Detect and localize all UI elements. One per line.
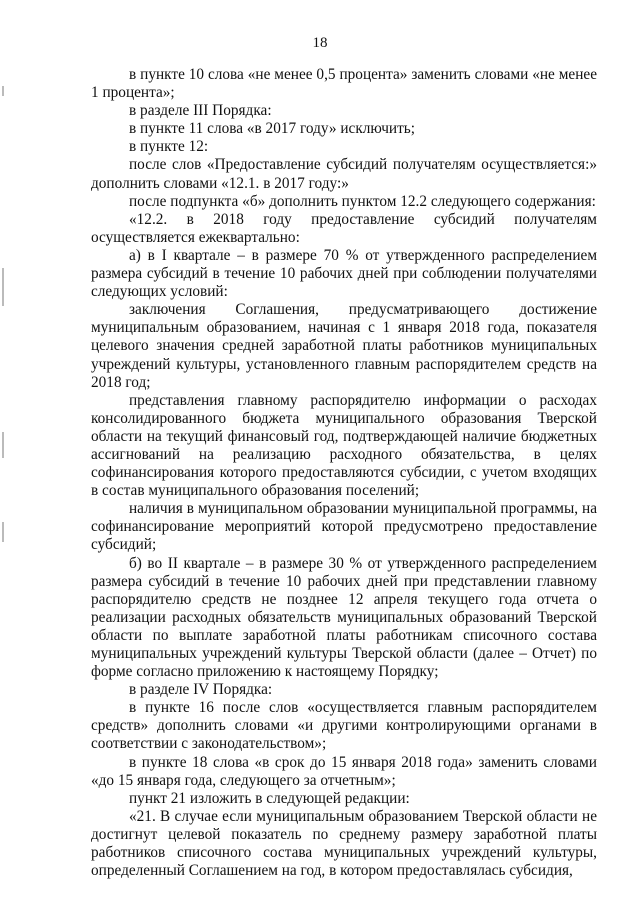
paragraph: а) в I квартале – в размере 70 % от утвержденного распределением размера субсидий в течение 10 рабочих дней при соблюдении получателями следующих условий: <box>91 246 597 301</box>
paragraph: «21. В случае если муниципальным образованием Тверской области не достигнут целевой показатель по среднему размеру заработной платы работников списочного состава муниципальных учреждений культуры, определенный Соглашением на год, в котором предоставлялась субсидия, <box>91 807 597 880</box>
paragraph: б) во II квартале – в размере 30 % от утвержденного распределением размера субсидий в течение 10 рабочих дней при представлении главному распорядителю средств не позднее 12 апреля текущего года отчета о реализации расходных обязательств муниципальных образований Тверской области по выплате заработной платы работникам списочного состава муниципальных учреждений культуры Тверской области (далее – Отчет) по форме согласно приложению к настоящему Порядку; <box>91 554 597 681</box>
paragraph: в разделе III Порядка: <box>129 102 272 120</box>
paragraph: в пункте 12: <box>129 138 209 156</box>
paragraph: наличия в муниципальном образовании муниципальной программы, на софинансирование мероприятий которой предусмотрено предоставление субсидий; <box>91 500 597 554</box>
paragraph: представления главному распорядителю информации о расходах консолидированного бюджета муниципального образования Тверской области на текущий финансовый год, подтверждающей наличие бюджетных ассигнований на реализацию расходного обязательства, в целях софинансирования которого предоставляются субсидии, с учетом входящих в состав муниципального образования поселений; <box>91 391 597 500</box>
scan-edge-mark <box>2 268 4 306</box>
paragraph: пункт 21 изложить в следующей редакции: <box>129 789 410 807</box>
page-number: 18 <box>312 35 328 51</box>
paragraph: заключения Соглашения, предусматривающего достижение муниципальным образованием, начиная с 1 января 2018 года, показателя целевого значения средней заработной платы работников муниципальных учреждений культуры, установленного главным распорядителем средств на 2018 год; <box>91 301 597 391</box>
paragraph: в пункте 11 слова «в 2017 году» исключить; <box>129 120 416 138</box>
document-body <box>91 66 597 880</box>
paragraph: в пункте 10 слова «не менее 0,5 процента» заменить словами «не менее 1 процента»; <box>91 66 597 102</box>
scan-edge-mark <box>2 432 4 458</box>
paragraph: в пункте 16 после слов «осуществляется главным распорядителем средств» дополнить словами «и другими контролирующими органами в соответствии с законодательством»; <box>91 699 597 753</box>
scan-edge-mark <box>2 86 4 96</box>
paragraph: в пункте 18 слова «в срок до 15 января 2018 года» заменить словами «до 15 января года, следующего за отчетным»; <box>91 753 597 789</box>
paragraph: в разделе IV Порядка: <box>129 681 273 699</box>
paragraph: после подпункта «б» дополнить пунктом 12.2 следующего содержания: <box>129 192 596 210</box>
scan-edge-mark <box>2 522 4 542</box>
paragraph: после слов «Предоставление субсидий получателям осуществляется:» дополнить словами «12.1. в 2017 году:» <box>91 156 597 192</box>
paragraph: «12.2. в 2018 году предоставление субсидий получателям осуществляется ежеквартально: <box>91 210 597 246</box>
